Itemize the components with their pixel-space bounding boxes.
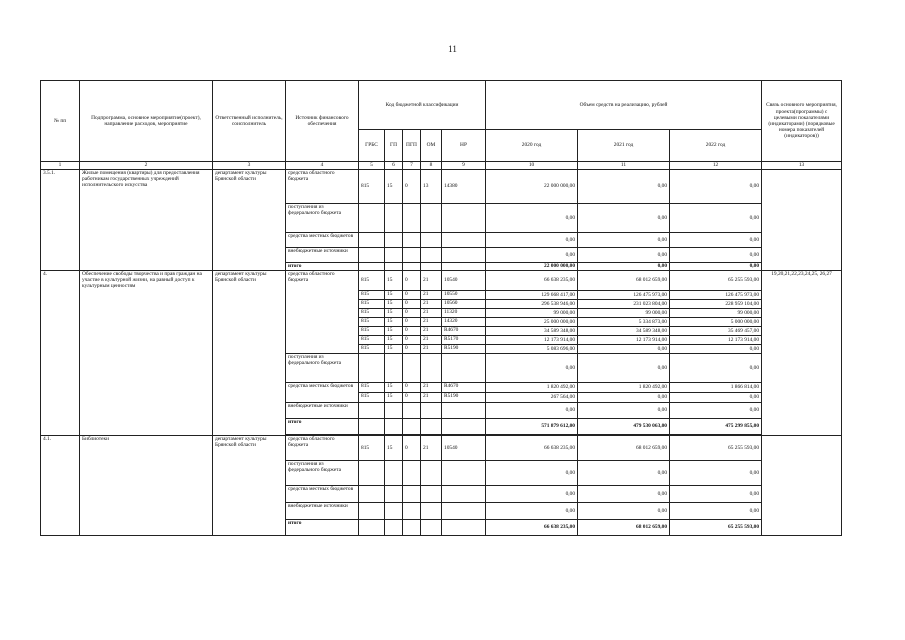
cell-2022: 0,00 [670, 248, 762, 263]
cell-2022: 0,00 [670, 486, 762, 503]
source-label: внебюджетные источники [286, 403, 359, 419]
cell-2021: 68 012 659,00 [578, 436, 670, 461]
cell-2020: 99 000,00 [486, 309, 578, 318]
cell-np: 14320 [442, 318, 486, 327]
col-num: 6 [385, 162, 403, 170]
cell-2022: 228 959 104,00 [670, 300, 762, 309]
cell-np: 10540 [442, 271, 486, 291]
source-label: внебюджетные источники [286, 503, 359, 520]
cell-pgp: 0 [403, 291, 421, 300]
cell-grbs: 815 [359, 336, 385, 345]
row-number: 4.1. [41, 436, 80, 536]
cell-np: 11320 [442, 309, 486, 318]
source-label: средства местных бюджетов [286, 233, 359, 248]
cell-np: R4670 [442, 327, 486, 336]
cell-2021: 34 589 348,00 [578, 327, 670, 336]
cell-2021: 68 012 659,00 [578, 271, 670, 291]
cell-2020: 571 879 612,00 [486, 419, 578, 435]
row-program: Библиотеки [80, 436, 213, 536]
cell-np: 14380 [442, 170, 486, 204]
cell-2021: 5 334 873,00 [578, 318, 670, 327]
cell-om: 21 [421, 336, 442, 345]
cell-2022: 475 299 855,00 [670, 419, 762, 435]
cell-2022: 0,00 [670, 503, 762, 520]
cell-om: 21 [421, 345, 442, 354]
cell-gp: 15 [385, 436, 403, 461]
col-num: 8 [421, 162, 442, 170]
cell-2022: 0,00 [670, 461, 762, 486]
cell-2022: 65 255 593,00 [670, 520, 762, 536]
cell-2020: 66 638 235,00 [486, 520, 578, 536]
cell-2022: 0,00 [670, 204, 762, 233]
cell-2021: 1 820 492,00 [578, 383, 670, 393]
cell-2020: 0,00 [486, 503, 578, 520]
cell-2020: 66 638 235,00 [486, 271, 578, 291]
cell-pgp: 0 [403, 327, 421, 336]
cell-grbs: 815 [359, 383, 385, 393]
cell-pgp: 0 [403, 345, 421, 354]
cell-om: 21 [421, 300, 442, 309]
table-row [41, 271, 842, 291]
row-executor: департамент культуры Брянской области [213, 271, 286, 436]
cell-np: 10540 [442, 436, 486, 461]
cell-2021: 126 475 973,00 [578, 291, 670, 300]
row-program: Обеспечение свободы творчества и прав граждан на участие в культурной жизни, на равный доступ к культурным ценностям [80, 271, 213, 436]
table-row [41, 436, 842, 461]
cell-2022: 65 255 593,00 [670, 436, 762, 461]
col-num: 10 [486, 162, 578, 170]
header-num: № пп [41, 81, 80, 162]
header-2020: 2020 год [486, 130, 578, 162]
cell-2021: 0,00 [578, 354, 670, 383]
row-link: 19,20,21,22,23,24,25, 26,27 [762, 271, 842, 436]
source-label: средства областного бюджета [286, 170, 359, 204]
cell-2021: 0,00 [578, 345, 670, 354]
cell-gp: 15 [385, 318, 403, 327]
cell-2022: 35 469 457,00 [670, 327, 762, 336]
column-number-row [41, 162, 842, 170]
cell-pgp: 0 [403, 271, 421, 291]
row-number: 3.5.1. [41, 170, 80, 271]
header-om: ОМ [421, 130, 442, 162]
cell-2022: 12 173 914,00 [670, 336, 762, 345]
source-label: поступления из федерального бюджета [286, 354, 359, 383]
header-source: Источник финансового обеспечения [286, 81, 359, 162]
cell-2022: 0,00 [670, 393, 762, 403]
cell-2022: 99 000,00 [670, 309, 762, 318]
col-num: 1 [41, 162, 80, 170]
cell-grbs: 815 [359, 327, 385, 336]
cell-grbs: 815 [359, 309, 385, 318]
cell-2021: 0,00 [578, 393, 670, 403]
cell-om: 13 [421, 170, 442, 204]
cell-2020: 22 000 000,00 [486, 263, 578, 271]
cell-pgp: 0 [403, 309, 421, 318]
cell-grbs: 815 [359, 271, 385, 291]
header-gp: ГП [385, 130, 403, 162]
cell-gp: 15 [385, 383, 403, 393]
cell-grbs: 815 [359, 436, 385, 461]
cell-2022: 0,00 [670, 233, 762, 248]
col-num: 11 [578, 162, 670, 170]
header-budget-code: Код бюджетной классификации [359, 81, 486, 130]
cell-2020: 0,00 [486, 354, 578, 383]
cell-2021: 0,00 [578, 233, 670, 248]
cell-om: 21 [421, 393, 442, 403]
header-volumes: Объем средств на реализацию, рублей [486, 81, 762, 130]
cell-gp: 15 [385, 170, 403, 204]
budget-table [40, 80, 842, 536]
cell-om: 21 [421, 318, 442, 327]
cell-om: 21 [421, 309, 442, 318]
cell-2021: 231 023 804,00 [578, 300, 670, 309]
header-np: НР [442, 130, 486, 162]
cell-gp: 15 [385, 327, 403, 336]
source-label: средства областного бюджета [286, 271, 359, 354]
source-label: итого [286, 263, 359, 271]
source-label: средства местных бюджетов [286, 486, 359, 503]
cell-gp: 15 [385, 300, 403, 309]
cell-pgp: 0 [403, 393, 421, 403]
header-2021: 2021 год [578, 130, 670, 162]
cell-pgp: 0 [403, 170, 421, 204]
cell-2021: 0,00 [578, 403, 670, 419]
cell-2020: 22 000 000,00 [486, 170, 578, 204]
cell-np: R5190 [442, 345, 486, 354]
cell-gp: 15 [385, 345, 403, 354]
cell-grbs: 815 [359, 393, 385, 403]
col-num: 4 [286, 162, 359, 170]
cell-grbs: 815 [359, 345, 385, 354]
cell-2022: 0,00 [670, 345, 762, 354]
cell-2022: 126 475 973,00 [670, 291, 762, 300]
cell-2021: 0,00 [578, 263, 670, 271]
cell-2020: 296 538 946,00 [486, 300, 578, 309]
cell-pgp: 0 [403, 436, 421, 461]
row-program: Жилые помещения (квартиры) для предоставления работникам государственных учреждений исполнительского искусства [80, 170, 213, 271]
source-label: средства областного бюджета [286, 436, 359, 461]
col-num: 3 [213, 162, 286, 170]
col-num: 5 [359, 162, 385, 170]
cell-2021: 0,00 [578, 248, 670, 263]
page-number: 11 [448, 44, 457, 54]
cell-2020: 0,00 [486, 461, 578, 486]
cell-om: 21 [421, 291, 442, 300]
source-label: средства местных бюджетов [286, 383, 359, 403]
header-2022: 2022 год [670, 130, 762, 162]
header-link: Связь основного мероприятия, проекта(программы) с целевыми показателями (индикаторами) (порядковые номера показателей (индикаторов)) [762, 81, 842, 162]
cell-2022: 0,00 [670, 403, 762, 419]
cell-np: R5170 [442, 336, 486, 345]
cell-2021: 479 530 063,00 [578, 419, 670, 435]
cell-om: 21 [421, 271, 442, 291]
cell-2021: 0,00 [578, 503, 670, 520]
header-program: Подпрограмма, основное мероприятие(проект), направление расходов, мероприятие [80, 81, 213, 162]
cell-2021: 0,00 [578, 204, 670, 233]
cell-2022: 5 000 000,00 [670, 318, 762, 327]
cell-2022: 65 255 593,00 [670, 271, 762, 291]
cell-grbs: 815 [359, 300, 385, 309]
cell-2020: 129 668 417,00 [486, 291, 578, 300]
source-label: поступления из федерального бюджета [286, 204, 359, 233]
cell-gp: 15 [385, 336, 403, 345]
cell-2020: 267 564,00 [486, 393, 578, 403]
cell-pgp: 0 [403, 336, 421, 345]
row-executor: департамент культуры Брянской области [213, 436, 286, 536]
cell-gp: 15 [385, 291, 403, 300]
cell-grbs: 815 [359, 170, 385, 204]
header-executor: Ответственный исполнитель, соисполнитель [213, 81, 286, 162]
cell-np: R5190 [442, 393, 486, 403]
row-number: 4. [41, 271, 80, 436]
cell-2020: 0,00 [486, 486, 578, 503]
cell-om: 21 [421, 383, 442, 393]
cell-om: 21 [421, 327, 442, 336]
cell-pgp: 0 [403, 383, 421, 393]
cell-2022: 0,00 [670, 263, 762, 271]
col-num: 12 [670, 162, 762, 170]
header-pgp: ПГП [403, 130, 421, 162]
cell-grbs: 815 [359, 318, 385, 327]
cell-2020: 0,00 [486, 233, 578, 248]
row-link [762, 436, 842, 536]
cell-2022: 0,00 [670, 354, 762, 383]
cell-np: R4670 [442, 383, 486, 393]
cell-gp: 15 [385, 271, 403, 291]
header-row-1 [41, 81, 842, 130]
row-link [762, 170, 842, 271]
cell-2021: 0,00 [578, 170, 670, 204]
cell-2020: 1 820 492,00 [486, 383, 578, 393]
cell-2020: 0,00 [486, 204, 578, 233]
cell-gp: 15 [385, 309, 403, 318]
cell-2021: 99 000,00 [578, 309, 670, 318]
cell-grbs: 815 [359, 291, 385, 300]
cell-2020: 5 083 696,00 [486, 345, 578, 354]
cell-pgp: 0 [403, 318, 421, 327]
cell-2020: 12 173 914,00 [486, 336, 578, 345]
row-executor: департамент культуры Брянской области [213, 170, 286, 271]
col-num: 9 [442, 162, 486, 170]
cell-pgp: 0 [403, 300, 421, 309]
cell-2021: 0,00 [578, 461, 670, 486]
source-label: итого [286, 520, 359, 536]
cell-om: 21 [421, 436, 442, 461]
cell-2021: 12 173 914,00 [578, 336, 670, 345]
cell-gp: 15 [385, 393, 403, 403]
cell-2020: 0,00 [486, 403, 578, 419]
cell-np: 10560 [442, 300, 486, 309]
table-row [41, 170, 842, 204]
cell-np: 10550 [442, 291, 486, 300]
cell-2021: 68 012 659,00 [578, 520, 670, 536]
cell-2022: 0,00 [670, 170, 762, 204]
header-grbs: ГРБС [359, 130, 385, 162]
col-num: 2 [80, 162, 213, 170]
cell-2020: 66 638 235,00 [486, 436, 578, 461]
col-num: 7 [403, 162, 421, 170]
col-num: 13 [762, 162, 842, 170]
source-label: внебюджетные источники [286, 248, 359, 263]
cell-2020: 25 000 000,00 [486, 318, 578, 327]
cell-2020: 34 589 348,00 [486, 327, 578, 336]
cell-2020: 0,00 [486, 248, 578, 263]
cell-2022: 1 866 814,00 [670, 383, 762, 393]
source-label: поступления из федерального бюджета [286, 461, 359, 486]
cell-2021: 0,00 [578, 486, 670, 503]
source-label: итого [286, 419, 359, 435]
